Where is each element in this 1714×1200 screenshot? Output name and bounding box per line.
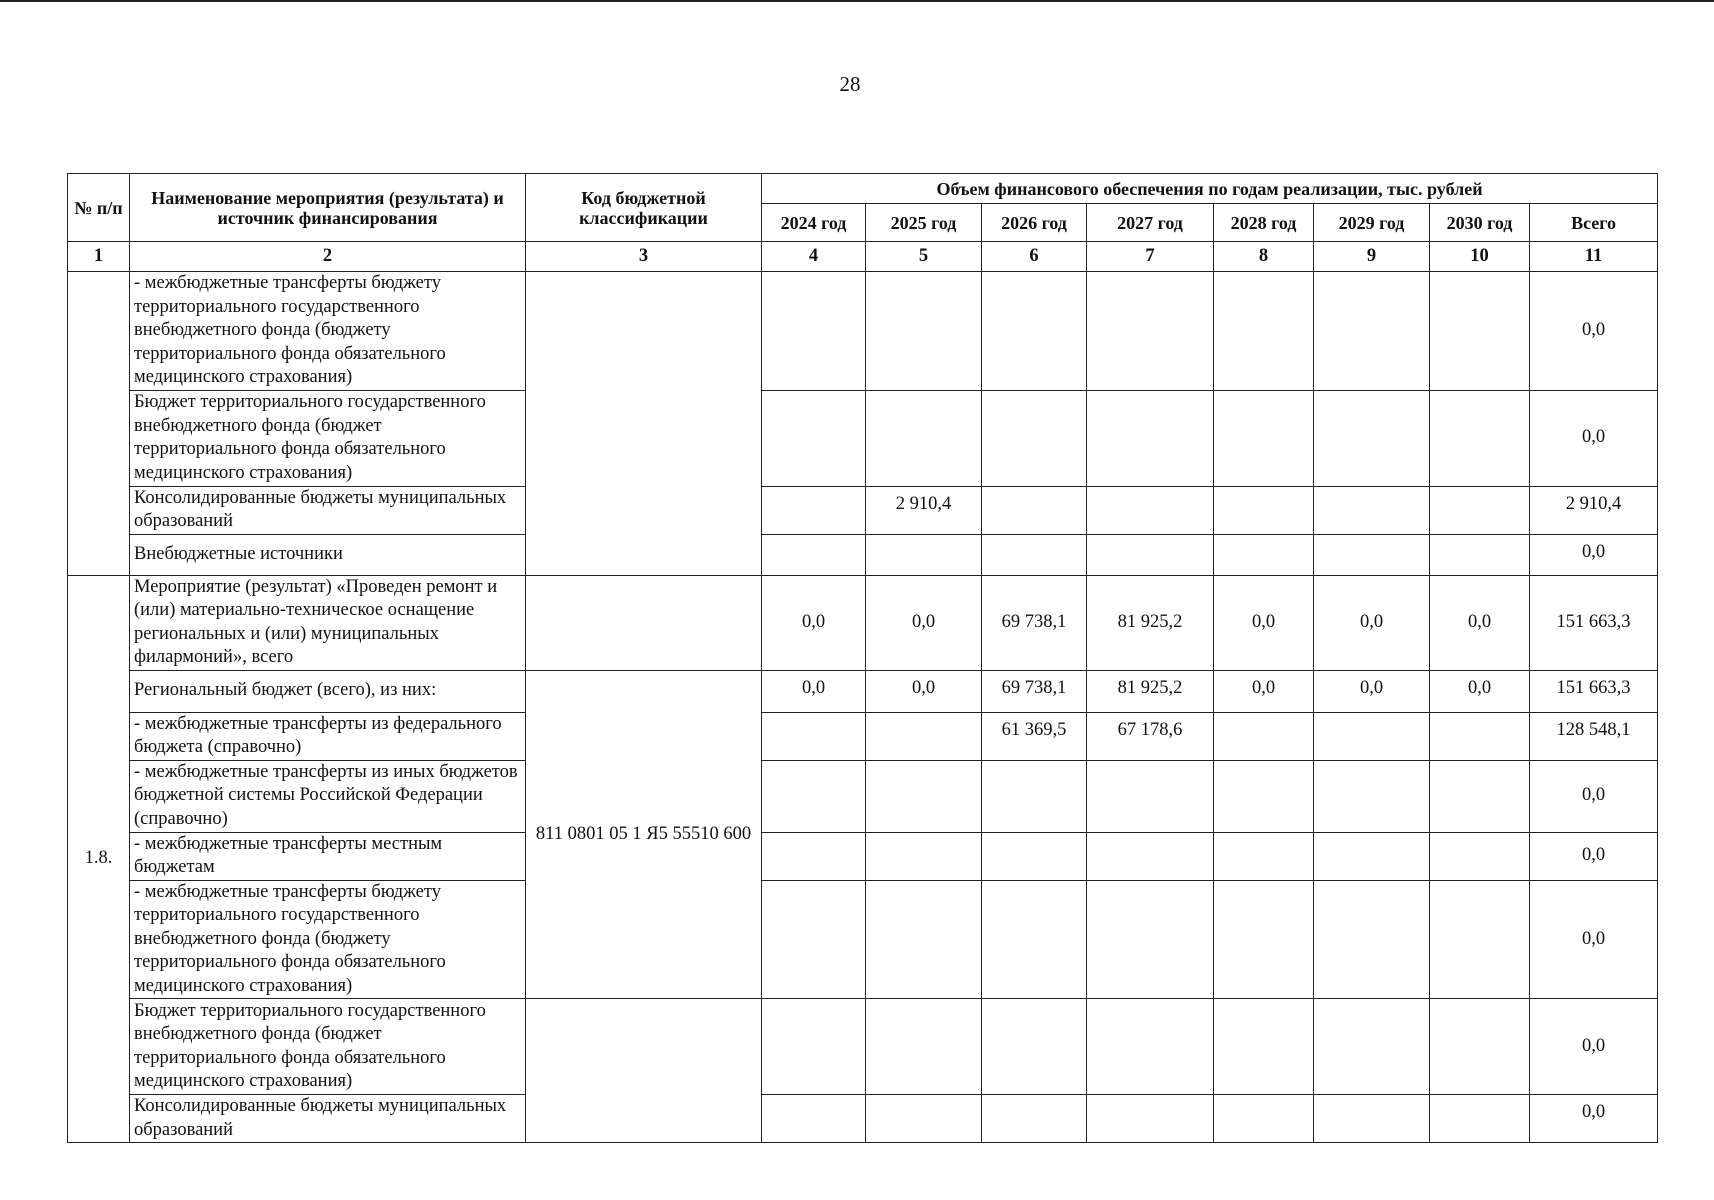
value-cell	[1214, 880, 1314, 999]
value-cell	[1087, 760, 1214, 832]
page-top-border	[0, 0, 1714, 2]
header-name: Наименование мероприятия (результата) и источник финансирования	[130, 174, 526, 242]
value-cell	[1430, 272, 1530, 391]
row-name: Внебюджетные источники	[130, 534, 526, 575]
header-volume: Объем финансового обеспечения по годам реализации, тыс. рублей	[762, 174, 1658, 204]
value-cell: 69 738,1	[982, 575, 1087, 670]
code-cell-empty	[526, 575, 762, 670]
value-cell: 81 925,2	[1087, 670, 1214, 712]
value-cell	[982, 1095, 1087, 1143]
value-cell	[866, 760, 982, 832]
value-cell	[1430, 1095, 1530, 1143]
row-name: - межбюджетные трансферты из федерального бюджета (справочно)	[130, 712, 526, 760]
value-cell	[1087, 999, 1214, 1095]
row-name: - межбюджетные трансферты бюджету территориального государственного внебюджетного фонда (бюджету территориального фонда обязательного медицинского страхования)	[130, 272, 526, 391]
column-index: 2	[130, 242, 526, 272]
value-cell: 61 369,5	[982, 712, 1087, 760]
table-row	[68, 670, 1658, 712]
value-cell	[1214, 272, 1314, 391]
header-year: 2030 год	[1430, 204, 1530, 242]
total-cell: 0,0	[1530, 390, 1658, 486]
header-year: 2029 год	[1314, 204, 1430, 242]
header-total: Всего	[1530, 204, 1658, 242]
value-cell	[762, 712, 866, 760]
value-cell	[1314, 880, 1430, 999]
code-cell-empty	[526, 272, 762, 576]
value-cell	[1087, 486, 1214, 534]
table-row	[68, 486, 1658, 534]
value-cell	[1314, 999, 1430, 1095]
column-index: 10	[1430, 242, 1530, 272]
value-cell: 0,0	[866, 575, 982, 670]
total-cell: 2 910,4	[1530, 486, 1658, 534]
value-cell	[982, 760, 1087, 832]
table-row	[68, 999, 1658, 1095]
value-cell	[1214, 390, 1314, 486]
header-year: 2025 год	[866, 204, 982, 242]
value-cell	[1314, 534, 1430, 575]
value-cell	[1214, 712, 1314, 760]
column-index: 9	[1314, 242, 1430, 272]
row-name: Бюджет территориального государственного внебюджетного фонда (бюджет территориального фонда обязательного медицинского страхования)	[130, 999, 526, 1095]
value-cell	[762, 534, 866, 575]
header-npp: № п/п	[68, 174, 130, 242]
value-cell	[1430, 760, 1530, 832]
value-cell	[866, 712, 982, 760]
header-year: 2027 год	[1087, 204, 1214, 242]
total-cell: 151 663,3	[1530, 670, 1658, 712]
value-cell	[1214, 1095, 1314, 1143]
table-row	[68, 880, 1658, 999]
value-cell	[1314, 832, 1430, 880]
value-cell	[1214, 999, 1314, 1095]
column-index: 8	[1214, 242, 1314, 272]
value-cell	[1314, 760, 1430, 832]
table-row	[68, 534, 1658, 575]
value-cell: 69 738,1	[982, 670, 1087, 712]
value-cell	[1430, 390, 1530, 486]
npp-cell-empty	[68, 272, 130, 576]
code-cell-empty	[526, 999, 762, 1143]
value-cell: 67 178,6	[1087, 712, 1214, 760]
value-cell	[866, 880, 982, 999]
value-cell	[982, 534, 1087, 575]
value-cell	[762, 832, 866, 880]
value-cell: 0,0	[762, 575, 866, 670]
table-row	[68, 832, 1658, 880]
value-cell	[1214, 760, 1314, 832]
value-cell: 0,0	[1314, 670, 1430, 712]
value-cell	[1430, 534, 1530, 575]
value-cell	[982, 999, 1087, 1095]
total-cell: 0,0	[1530, 832, 1658, 880]
row-name: Региональный бюджет (всего), из них:	[130, 670, 526, 712]
value-cell	[762, 760, 866, 832]
value-cell: 81 925,2	[1087, 575, 1214, 670]
value-cell	[982, 832, 1087, 880]
value-cell	[866, 272, 982, 391]
value-cell	[1087, 534, 1214, 575]
header-year: 2026 год	[982, 204, 1087, 242]
value-cell	[762, 880, 866, 999]
column-index: 11	[1530, 242, 1658, 272]
value-cell	[982, 880, 1087, 999]
header-year: 2028 год	[1214, 204, 1314, 242]
value-cell	[866, 534, 982, 575]
value-cell: 0,0	[1430, 575, 1530, 670]
value-cell	[1430, 486, 1530, 534]
value-cell	[762, 272, 866, 391]
table-row	[68, 1095, 1658, 1143]
row-name: - межбюджетные трансферты бюджету территориального государственного внебюджетного фонда (бюджету территориального фонда обязательного медицинского страхования)	[130, 880, 526, 999]
table-row	[68, 712, 1658, 760]
value-cell	[1430, 880, 1530, 999]
total-cell: 0,0	[1530, 272, 1658, 391]
value-cell: 0,0	[1214, 575, 1314, 670]
value-cell: 0,0	[1314, 575, 1430, 670]
value-cell	[866, 999, 982, 1095]
table-row	[68, 390, 1658, 486]
value-cell	[1087, 880, 1214, 999]
total-cell: 0,0	[1530, 999, 1658, 1095]
column-index: 3	[526, 242, 762, 272]
table-row	[68, 272, 1658, 391]
value-cell	[1214, 832, 1314, 880]
value-cell: 0,0	[866, 670, 982, 712]
page-number: 28	[839, 72, 861, 96]
column-index: 5	[866, 242, 982, 272]
header-year: 2024 год	[762, 204, 866, 242]
total-cell: 0,0	[1530, 760, 1658, 832]
value-cell	[762, 486, 866, 534]
row-name: Бюджет территориального государственного внебюджетного фонда (бюджет территориального фонда обязательного медицинского страхования)	[130, 390, 526, 486]
value-cell	[762, 999, 866, 1095]
value-cell	[762, 1095, 866, 1143]
financing-table	[67, 173, 1658, 1143]
total-cell: 0,0	[1530, 534, 1658, 575]
total-cell: 128 548,1	[1530, 712, 1658, 760]
value-cell	[1087, 272, 1214, 391]
value-cell	[1087, 832, 1214, 880]
row-name: - межбюджетные трансферты местным бюджетам	[130, 832, 526, 880]
value-cell: 2 910,4	[866, 486, 982, 534]
total-cell: 0,0	[1530, 1095, 1658, 1143]
value-cell: 0,0	[1430, 670, 1530, 712]
value-cell	[1430, 999, 1530, 1095]
header-code: Код бюджетной классификации	[526, 174, 762, 242]
table-row	[68, 575, 1658, 670]
value-cell	[1314, 712, 1430, 760]
row-name: Мероприятие (результат) «Проведен ремонт и (или) материально-техническое оснащение региональных и (или) муниципальных филармоний», всего	[130, 575, 526, 670]
column-index: 7	[1087, 242, 1214, 272]
value-cell	[982, 486, 1087, 534]
value-cell	[1430, 832, 1530, 880]
value-cell	[1214, 534, 1314, 575]
value-cell	[1087, 1095, 1214, 1143]
total-cell: 151 663,3	[1530, 575, 1658, 670]
value-cell	[1314, 272, 1430, 391]
value-cell: 0,0	[762, 670, 866, 712]
row-name: - межбюджетные трансферты из иных бюджетов бюджетной системы Российской Федерации (справочно)	[130, 760, 526, 832]
column-index: 1	[68, 242, 130, 272]
column-index: 6	[982, 242, 1087, 272]
value-cell	[762, 390, 866, 486]
value-cell: 0,0	[1214, 670, 1314, 712]
value-cell	[1430, 712, 1530, 760]
row-name: Консолидированные бюджеты муниципальных образований	[130, 1095, 526, 1143]
value-cell	[982, 390, 1087, 486]
value-cell	[1314, 390, 1430, 486]
value-cell	[1087, 390, 1214, 486]
total-cell: 0,0	[1530, 880, 1658, 999]
budget-code: 811 0801 05 1 Я5 55510 600	[526, 670, 762, 999]
value-cell	[1314, 1095, 1430, 1143]
value-cell	[866, 1095, 982, 1143]
table-row	[68, 760, 1658, 832]
value-cell	[866, 390, 982, 486]
value-cell	[866, 832, 982, 880]
value-cell	[1214, 486, 1314, 534]
row-name: Консолидированные бюджеты муниципальных образований	[130, 486, 526, 534]
column-index: 4	[762, 242, 866, 272]
value-cell	[1314, 486, 1430, 534]
value-cell	[982, 272, 1087, 391]
section-number: 1.8.	[68, 575, 130, 1143]
